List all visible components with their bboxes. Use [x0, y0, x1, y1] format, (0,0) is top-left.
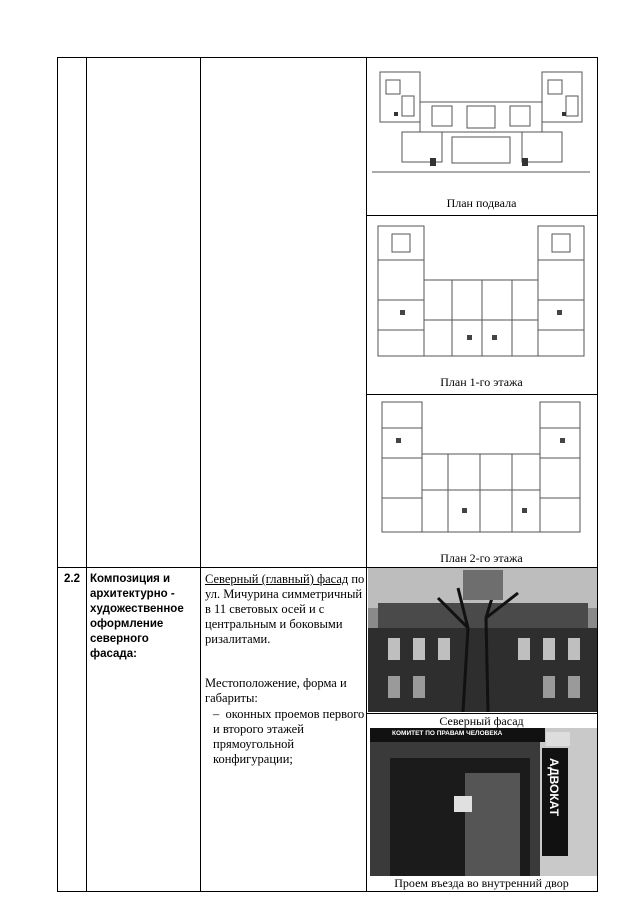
- first-floor-plan-caption: План 1-го этажа: [440, 375, 523, 389]
- plan-divider-1: [366, 215, 597, 216]
- col-border-4: [366, 57, 367, 892]
- col-border-2: [86, 57, 87, 892]
- committee-sign-text: КОМИТЕТ ПО ПРАВАМ ЧЕЛОВЕКА: [392, 730, 503, 737]
- plan-divider-2: [366, 394, 597, 395]
- gateway-photo: [370, 728, 597, 876]
- facade-description: [205, 572, 365, 647]
- list-item-text: оконных проемов первого и второго этажей прямоугольной конфигурации;: [213, 707, 365, 766]
- second-floor-plan-drawing: [372, 398, 590, 540]
- col-border-5: [597, 57, 598, 892]
- location-text: Местоположение, форма и габариты:: [205, 676, 347, 705]
- north-facade-photo: [368, 568, 597, 712]
- north-facade-caption: Северный фасад: [439, 714, 524, 728]
- col-border-1: [57, 57, 58, 892]
- facade-heading: Северный (главный) фасад: [205, 572, 349, 586]
- list-dash: –: [213, 707, 226, 721]
- row-number: 2.2: [64, 573, 80, 585]
- lawyer-sign-text: АДВОКАТ: [547, 758, 561, 817]
- gateway-caption: Проем въезда во внутренний двор: [394, 876, 569, 890]
- row-title: Композиция и архитектурно - художественное оформление северного фасада:: [90, 573, 184, 660]
- feature-list: [205, 707, 365, 767]
- table-bottom-border: [57, 891, 598, 892]
- second-floor-plan-caption: План 2-го этажа: [440, 551, 523, 565]
- basement-plan-caption: План подвала: [446, 196, 517, 210]
- table-top-border: [57, 57, 598, 58]
- first-floor-plan-drawing: [372, 220, 590, 368]
- col-border-3: [200, 57, 201, 892]
- facade-text: по ул. Мичурина симметричный в 11 световых осей и с центральным и боковыми ризалитами.: [205, 572, 365, 646]
- basement-plan-drawing: [372, 62, 590, 188]
- list-item: [205, 707, 365, 767]
